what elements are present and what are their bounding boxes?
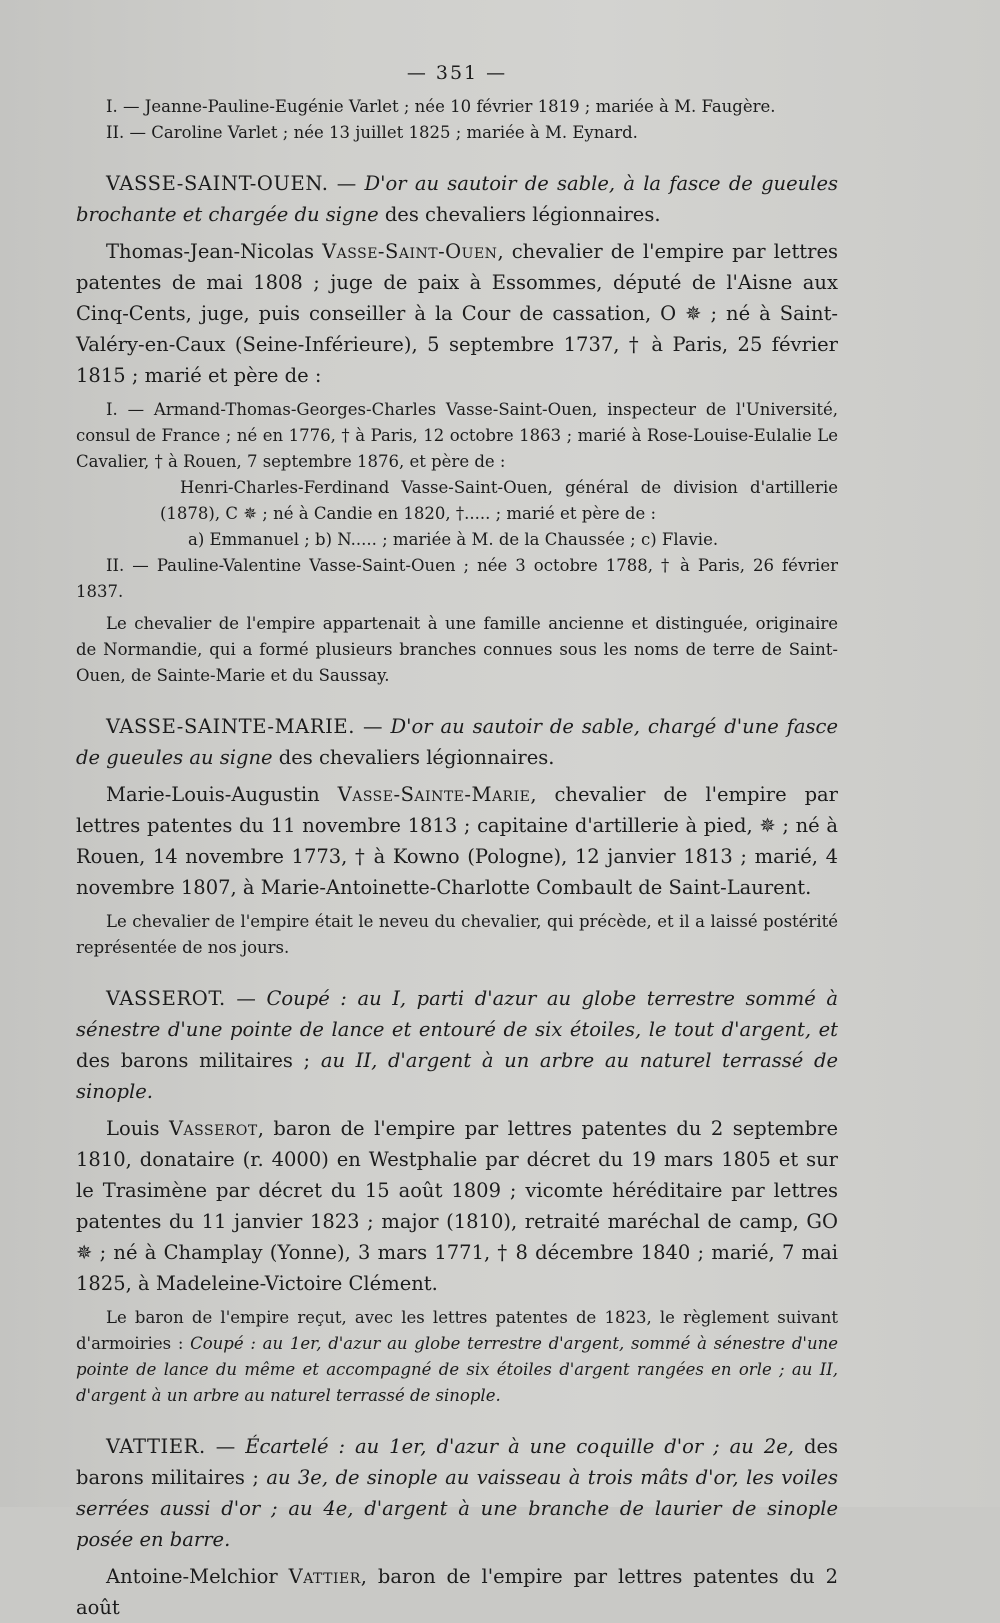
person-given-names: Antoine-Melchior — [106, 1565, 289, 1588]
entry-heading-vasserot — [76, 983, 838, 1107]
entry-heading-vasse-sainte-marie — [76, 711, 838, 773]
person-bio: , baron de l'empire par lettres patentes du 2 août — [76, 1565, 838, 1619]
child-text: Jeanne-Pauline-Eugénie Varlet ; née 10 février 1819 ; mariée à M. Faugère. — [144, 97, 776, 116]
entry-paragraph — [76, 236, 838, 391]
descendant-grandchild: Henri-Charles-Ferdinand Vasse-Saint-Ouen, général de division d'artillerie (1878), C ✵ ; né à Candie en 1820, †..... ; marié et père de : — [160, 478, 838, 523]
entry-note — [76, 1305, 838, 1409]
person-surname: Vasse-Sainte-Marie — [337, 783, 531, 806]
entry-name: VASSEROT. — [106, 987, 226, 1010]
entry-name: VATTIER. — [106, 1435, 206, 1458]
descendant-great-grandchildren: a) Emmanuel ; b) N..... ; mariée à M. de la Chaussée ; c) Flavie. — [188, 530, 719, 549]
note-arms: Coupé : au 1er, d'azur au globe terrestre d'argent, sommé à sénestre d'une pointe de lance du même et accompagné de six étoiles d'argent rangées en orle ; au II, d'argent à un arbre au naturel terrassé de sinople. — [76, 1334, 838, 1405]
entry-heading-vattier — [76, 1431, 838, 1555]
entry-note: Le chevalier de l'empire appartenait à une famille ancienne et distinguée, originaire de Normandie, qui a formé plusieurs branches connues sous les noms de terre de Saint-Ouen, de Sainte-Marie et du Saussay. — [76, 614, 838, 685]
person-given-names: Marie-Louis-Augustin — [106, 783, 338, 806]
arms-description: Écartelé : au 1er, d'azur à une coquille d'or ; au 2e, — [245, 1435, 794, 1458]
descendant-2: II. — Pauline-Valentine Vasse-Saint-Ouen ; née 3 octobre 1788, † à Paris, 26 février 1837. — [76, 556, 838, 601]
child-text: Caroline Varlet ; née 13 juillet 1825 ; mariée à M. Eynard. — [151, 123, 638, 142]
arms-description-2: au II, d'argent à un arbre au naturel terrassé de sinople. — [76, 1049, 838, 1103]
section-gap — [76, 689, 838, 711]
person-bio: , baron de l'empire par lettres patentes du 2 septembre 1810, donataire (r. 4000) en Westphalie par décret du 19 mars 1805 et sur le Trasimène par décret du 15 août 1809 ; vicomte héréditaire par lettres patentes du 11 janvier 1823 ; major (1810), retraité maréchal de camp, GO ✵ ; né à Champlay (Yonne), 3 mars 1771, † 8 décembre 1840 ; marié, 7 mai 1825, à Madeleine-Victoire Clément. — [76, 1117, 838, 1295]
arms-description-2: au 3e, de sinople au vaisseau à trois mâts d'or, les voiles serrées aussi d'or ; au 4e, d'argent à une branche de laurier de sinople posée en barre. — [76, 1466, 839, 1551]
entry-heading-vasse-saint-ouen — [76, 168, 838, 230]
section-gap — [76, 146, 838, 168]
person-given-names: Thomas-Jean-Nicolas — [106, 240, 323, 263]
page-number: — 351 — — [406, 62, 508, 84]
entry-name: VASSE-SAINTE-MARIE. — [106, 715, 356, 738]
arms-description: Coupé : au I, parti d'azur au globe terrestre sommé à sénestre d'une pointe de lance et entouré de six étoiles, le tout d'argent, et — [76, 987, 838, 1041]
section-gap — [76, 961, 838, 983]
person-surname: Vasse-Saint-Ouen — [322, 240, 498, 263]
varlet-child-1 — [76, 94, 838, 120]
entry-paragraph — [76, 1561, 838, 1623]
arms-suffix: des chevaliers légionnaires. — [378, 203, 661, 226]
arms-barons-militaires: des barons militaires ; — [76, 1435, 838, 1489]
note-text: Le baron de l'empire reçut, avec les lettres patentes de 1823, le règlement suivant d'armoiries : — [76, 1308, 838, 1353]
person-given-names: Louis — [106, 1117, 169, 1140]
descendant-1: I. — Armand-Thomas-Georges-Charles Vasse-Saint-Ouen, inspecteur de l'Université, consul de France ; né en 1776, † à Paris, 12 octobre 1863 ; marié à Rose-Louise-Eulalie Le Cavalier, † à Rouen, 7 septembre 1876, et père de : — [76, 400, 838, 471]
varlet-child-2 — [76, 120, 838, 146]
arms-suffix: des chevaliers légionnaires. — [272, 746, 555, 769]
page-content — [76, 62, 838, 1623]
arms-description: D'or au sautoir de sable, chargé d'une fasce de gueules au signe — [76, 715, 838, 769]
person-surname: Vasserot — [168, 1117, 258, 1140]
person-surname: Vattier — [288, 1565, 361, 1588]
entry-dash: — — [225, 987, 267, 1010]
section-gap — [76, 1409, 838, 1431]
person-bio: , chevalier de l'empire par lettres patentes du 11 novembre 1813 ; capitaine d'artillerie à pied, ✵ ; né à Rouen, 14 novembre 1773, † à Kowno (Pologne), 12 janvier 1813 ; marié, 4 novembre 1807, à Marie-Antoinette-Charlotte Combault de Saint-Laurent. — [76, 783, 838, 899]
entry-note: Le chevalier de l'empire était le neveu du chevalier, qui précède, et il a laissé postérité représentée de nos jours. — [76, 912, 838, 957]
entry-dash: — — [328, 172, 365, 195]
entry-paragraph — [76, 779, 838, 903]
person-bio: , chevalier de l'empire par lettres patentes de mai 1808 ; juge de paix à Essommes, député de l'Aisne aux Cinq-Cents, juge, puis conseiller à la Cour de cassation, O ✵ ; né à Saint-Valéry-en-Caux (Seine-Inférieure), 5 septembre 1737, † à Paris, 25 février 1815 ; marié et père de : — [76, 240, 838, 387]
entry-dash: — — [355, 715, 391, 738]
entry-dash: — — [205, 1435, 246, 1458]
child-roman-numeral: II. — — [106, 123, 147, 142]
entry-name: VASSE-SAINT-OUEN. — [106, 172, 329, 195]
arms-barons-militaires: des barons militaires ; — [76, 1049, 321, 1072]
entry-paragraph — [76, 1113, 838, 1299]
arms-description: D'or au sautoir de sable, à la fasce de gueules brochante et chargée du signe — [76, 172, 838, 226]
child-roman-numeral: I. — — [106, 97, 140, 116]
